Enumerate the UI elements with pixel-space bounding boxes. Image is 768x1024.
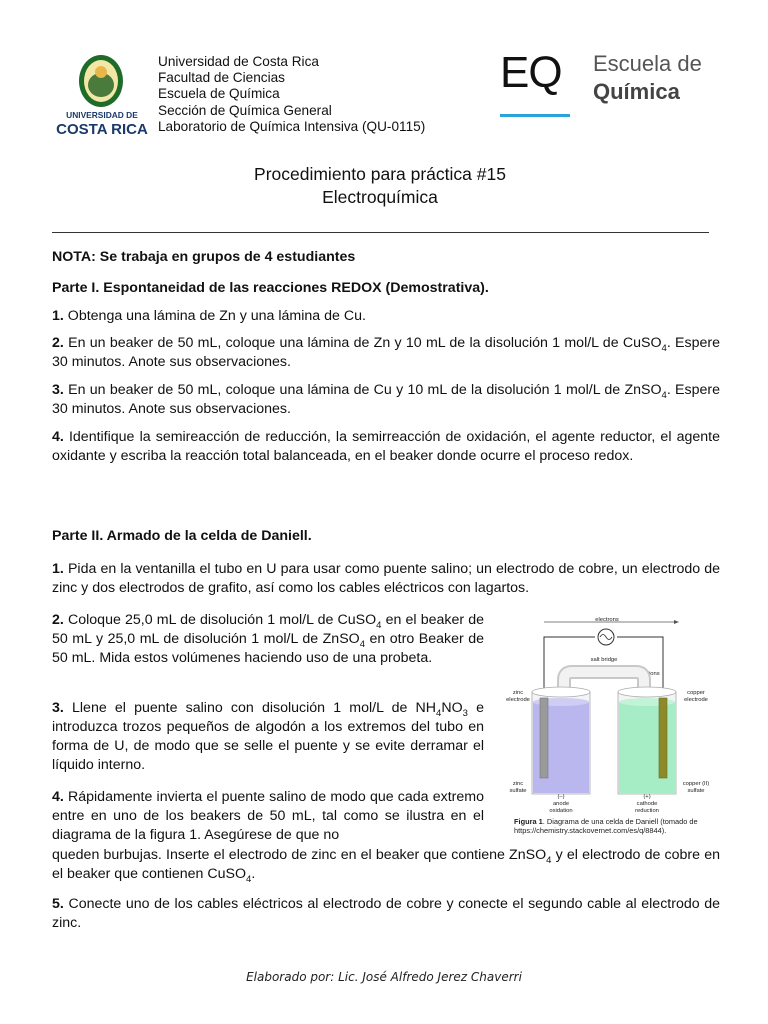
- institution-line: Laboratorio de Química Intensiva (QU-0115): [158, 118, 426, 134]
- svg-text:electrode: electrode: [506, 697, 530, 703]
- label-electrons: electrons: [595, 617, 619, 623]
- page-title: Procedimiento para práctica #15: [254, 164, 506, 184]
- daniell-cell-figure: [500, 612, 714, 834]
- note: NOTA: Se trabaja en grupos de 4 estudiantes: [52, 249, 356, 265]
- zinc-electrode: [540, 698, 548, 778]
- part2-step-4a: 4. Rápidamente invierta el puente salino de modo que cada extremo entre en uno de los beakers de 50 mL, tal como se ilustra en el diagrama de la figura 1. Asegúrese de que no: [52, 789, 484, 843]
- figure-caption: Figura 1. Diagrama de una celda de Daniell (tomado de https://chemistry.stackovernet.com/es/q/8844).: [514, 817, 698, 835]
- label-sulfate-ions: sulfate ions: [630, 671, 660, 677]
- label-copper-sulfate: copper (II): [682, 781, 710, 787]
- label-zinc-sulfate: zinc: [512, 781, 524, 787]
- institution-line: Universidad de Costa Rica: [158, 54, 319, 69]
- label-zinc-ions: zinc ions: [572, 671, 596, 677]
- part1-step-3: 3. En un beaker de 50 mL, coloque una lámina de Cu y 10 mL de la disolución 1 mol/L de ZnSO$_4$. Espere 30 minutos. Anote sus observaciones.: [52, 382, 720, 417]
- page-subtitle: Electroquímica: [322, 187, 438, 207]
- label-anode: anode: [552, 801, 570, 807]
- label-copper-electrode: copper: [687, 690, 705, 696]
- svg-text:sulfate: sulfate: [509, 788, 527, 794]
- label-anode-sign: (–): [557, 794, 565, 800]
- ucr-logo: [52, 52, 152, 142]
- part2-step-1: 1. Pida en la ventanilla el tubo en U para usar como puente salino; un electrodo de cobre, un electrodo de zinc y dos electrodos de grafito, así como los cables eléctricos con lagartos.: [52, 561, 720, 596]
- logo-text-line1: UNIVERSIDAD DE: [66, 110, 138, 120]
- institution-line: Sección de Química General: [158, 102, 332, 118]
- svg-text:oxidation: oxidation: [549, 808, 573, 814]
- part2-step-3: 3. Llene el puente salino con disolución 1 mol/L de $NH_4NO_3$ e introduzca trozos pequeños de algodón a los extremos del tubo en forma de U, de modo que se selle el puente y se evite derramar el líquido interno.: [52, 700, 484, 773]
- institution-line: Escuela de Química: [158, 86, 280, 102]
- part2-step-5: 5. Conecte uno de los cables eléctricos al electrodo de cobre y conecte el segundo cable al electrodo de zinc.: [52, 896, 720, 931]
- eq-name-line1: Escuela de: [593, 51, 702, 76]
- logo-text-line2: COSTA RICA: [56, 121, 148, 138]
- part2-heading: Parte II. Armado de la celda de Daniell.: [52, 528, 312, 544]
- svg-text:reduction: reduction: [635, 808, 659, 814]
- part1-heading: Parte I. Espontaneidad de las reacciones REDOX (Demostrativa).: [52, 280, 489, 296]
- footer-author: Elaborado por: Lic. José Alfredo Jerez Chaverri: [246, 970, 522, 984]
- part1-step-2: 2. En un beaker de 50 mL, coloque una lámina de Zn y 10 mL de la disolución 1 mol/L de CuSO$_4$. Espere 30 minutos. Anote sus observaciones.: [52, 335, 720, 370]
- eq-logo-name: [593, 50, 702, 106]
- divider: [52, 232, 709, 233]
- label-cathode-sign: (+): [643, 794, 651, 800]
- institution-block: [158, 54, 425, 135]
- label-cathode: cathode: [636, 801, 658, 807]
- part1-step-4: 4. Identifique la semireacción de reducción, la semirreacción de oxidación, el agente reductor, el agente oxidante y escriba la reacción total balanceada, en el beaker donde ocurre el proceso redox.: [52, 429, 720, 464]
- part2-step-2: 2. Coloque 25,0 mL de disolución 1 mol/L de CuSO$_4$ en el beaker de 50 mL y 25,0 mL de disolución 1 mol/L de ZnSO$_4$ en otro Beaker de 50 mL. Mida estos volúmenes haciendo uso de una probeta.: [52, 612, 484, 666]
- institution-line: Facultad de Ciencias: [158, 70, 285, 86]
- eq-name-line2: Química: [593, 79, 680, 104]
- svg-text:sulfate: sulfate: [687, 788, 705, 794]
- copper-electrode: [659, 698, 667, 778]
- svg-text:electrode: electrode: [684, 697, 708, 703]
- label-salt-bridge: salt bridge: [590, 657, 618, 663]
- eq-logo-underline: [500, 114, 570, 117]
- part2-step-4b: queden burbujas. Inserte el electrodo de zinc en el beaker que contiene ZnSO$_4$ y el electrodo de cobre en el beaker que contienen CuSO$_4$.: [52, 847, 720, 885]
- part1-step-1: 1. Obtenga una lámina de Zn y una lámina de Cu.: [52, 308, 366, 324]
- eq-logo-mark: EQ: [500, 48, 562, 97]
- label-zinc-electrode: zinc: [512, 690, 524, 696]
